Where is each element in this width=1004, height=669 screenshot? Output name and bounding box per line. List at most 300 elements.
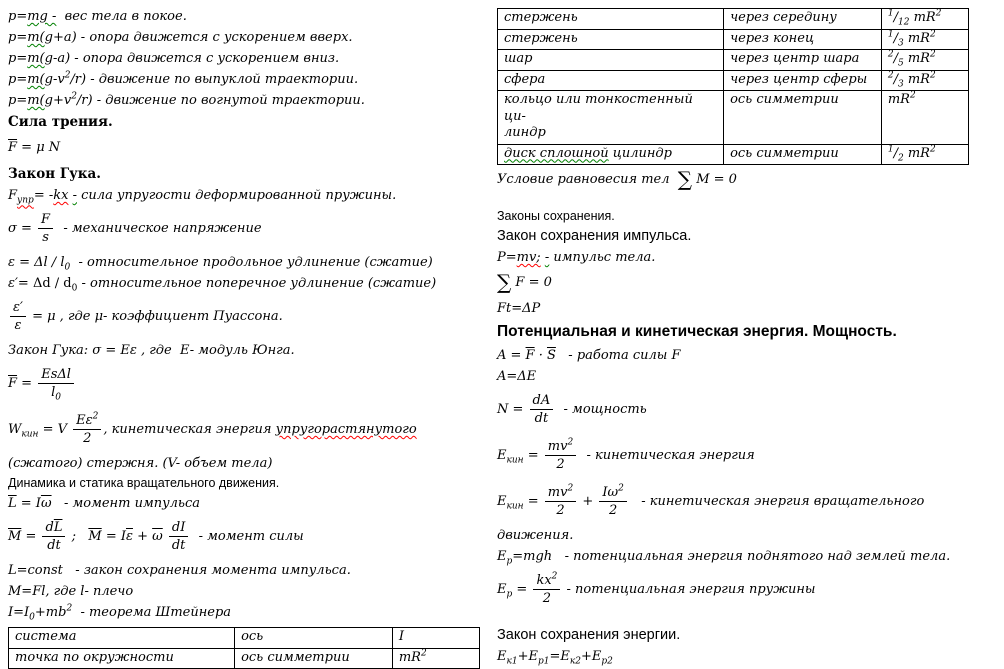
text-segment: 2 (420, 648, 427, 659)
text-segment: p (506, 556, 513, 567)
text-segment: - момент силы (190, 529, 304, 544)
text-segment: к1 (506, 656, 518, 667)
table-cell (392, 628, 479, 649)
text-segment: mR (398, 649, 421, 665)
fraction-numerator (599, 485, 626, 502)
inertia-table-right (497, 8, 969, 165)
text-segment: W (8, 422, 22, 437)
steiner-theorem-formula (8, 602, 492, 623)
fraction-denominator (73, 430, 101, 446)
text-segment: Iω (602, 485, 619, 500)
text-segment: - механическое напряжение (55, 221, 262, 236)
text-segment: I=I (8, 605, 30, 620)
text-segment: $\overline{L}$ (53, 520, 63, 535)
text-segment: $\overline{\omega}$ (152, 529, 163, 544)
text-segment: - мощность (555, 402, 647, 417)
text-segment: через центр сферы (730, 71, 868, 87)
text-segment: g+a) - опора движется с ускорением вверх. (44, 30, 353, 45)
text-segment: - относительное продольное удлинение (сжатие) (70, 255, 433, 270)
text-segment: кин (21, 429, 39, 440)
text-segment: $\overline{\varepsilon}$ (125, 529, 133, 544)
friction-heading (8, 111, 492, 133)
convex-trajectory-formula (8, 69, 492, 90)
torque-arm-formula (8, 581, 492, 602)
text-segment: Eε (76, 413, 93, 428)
text-segment: 2 (608, 503, 618, 518)
text-segment: p= (8, 93, 28, 108)
text-segment: 2 (64, 70, 71, 81)
text-segment: p= (8, 30, 28, 45)
table-cell (881, 144, 968, 165)
text-segment: - (72, 188, 77, 203)
text-segment: g-v (44, 72, 65, 87)
text-segment: = (523, 448, 543, 463)
fraction-numerator (42, 520, 65, 537)
text-segment: ось симметрии (241, 649, 350, 665)
text-segment: ε′ (13, 300, 23, 315)
text-segment: E (497, 448, 507, 463)
text-segment: $\overline{\omega}$ (40, 496, 52, 511)
text-segment: 2 (909, 90, 916, 101)
text-segment: ось (241, 629, 264, 644)
text-segment: 3 (897, 79, 904, 90)
table-cell (498, 70, 724, 91)
text-segment: 2 (71, 91, 77, 102)
text-segment: p2 (601, 656, 613, 667)
text-segment: сила упругости деформированной пружины. (77, 188, 397, 203)
sum-symbol: ∑ (677, 167, 693, 191)
text-segment: 2 (887, 49, 894, 60)
text-segment: / (893, 145, 898, 161)
text-segment: 2 (929, 144, 936, 155)
text-segment: упругорастянутого (275, 422, 417, 437)
torque-formula (8, 514, 492, 560)
table-cell (392, 648, 479, 669)
text-segment: +E (517, 649, 538, 664)
text-segment: 2 (929, 29, 936, 40)
table-cell (498, 9, 724, 30)
potential-energy-formula (497, 546, 999, 567)
text-segment: - момент импульса (51, 496, 201, 511)
text-segment: / (893, 71, 898, 87)
text-segment: 2 (92, 411, 99, 422)
fraction (38, 212, 53, 245)
text-segment (163, 529, 167, 544)
energy-conservation-formula (497, 646, 999, 667)
text-segment: Закон сохранения импульса. (497, 228, 692, 244)
text-segment: I (398, 629, 404, 644)
text-segment: $\overline{M}$ (88, 529, 102, 544)
power-formula (497, 387, 999, 433)
text-segment: /r) - движение по вогнутой траектории. (76, 93, 365, 108)
text-segment: =E (549, 649, 570, 664)
rotational-kinetic-energy-formula (497, 479, 999, 525)
text-segment: p= (8, 9, 28, 24)
text-segment: mR (903, 71, 930, 87)
conservation-laws-label (497, 207, 999, 226)
fraction-denominator (42, 537, 65, 553)
text-segment: mR (903, 51, 930, 66)
text-segment: $\overline{F}$ (8, 376, 18, 391)
concave-trajectory-formula (8, 90, 492, 111)
table-cell (498, 50, 724, 71)
text-segment: ε′= (8, 276, 33, 291)
text-segment: кин (506, 455, 524, 466)
text-segment: = I (101, 529, 126, 544)
text-segment: E (497, 494, 507, 509)
text-segment: $\overline{F}$ (525, 348, 535, 363)
text-segment: Потенциальная и кинетическая энергия. Мощность. (497, 323, 897, 340)
text-segment: 2 (567, 437, 574, 448)
fraction-denominator (599, 502, 626, 518)
table-cell (881, 50, 968, 71)
fraction-denominator (169, 537, 188, 553)
text-segment: EsΔl (41, 367, 71, 382)
text-segment: l (51, 385, 56, 400)
text-segment: кин (506, 501, 524, 512)
table-cell (724, 91, 882, 145)
text-segment: ось симметрии (730, 145, 839, 161)
text-segment: $\overline{M}$ (8, 529, 22, 544)
text-segment: dt (171, 538, 186, 553)
text-segment: L=const - закон сохранения момента импульса. (8, 563, 351, 578)
right-column (497, 0, 999, 667)
text-segment: = (21, 529, 41, 544)
rotational-kinetic-energy-cont (497, 525, 999, 546)
table-cell (498, 144, 724, 165)
text-segment: mv (547, 485, 568, 500)
text-segment: Сила трения. (8, 114, 113, 130)
text-segment: kx (53, 188, 69, 203)
fraction-numerator (73, 413, 101, 430)
table-row (498, 29, 969, 50)
weight-accel-up-formula (8, 27, 492, 48)
text-segment: Законы сохранения. (497, 209, 615, 223)
table-cell (498, 91, 724, 145)
text-segment: 1 (887, 144, 894, 155)
text-segment: = μ , где μ- коэффициент Пуассона. (27, 309, 283, 324)
text-segment: P= (497, 250, 517, 265)
text-segment: Динамика и статика вращательного движения. (8, 476, 280, 490)
text-segment: 2 (929, 70, 936, 81)
text-segment: (сжатого) стержня. (V- объем тела) (8, 456, 273, 471)
fraction-denominator (38, 384, 74, 403)
text-segment: ось симметрии (730, 92, 839, 107)
fraction (533, 573, 560, 606)
text-segment: $\overline{L}$ (8, 496, 17, 511)
text-segment: ; (67, 529, 89, 544)
kinetic-energy-formula (497, 433, 999, 479)
text-segment: стержень (504, 10, 578, 25)
text-segment: к2 (569, 656, 581, 667)
text-segment: 2 (887, 70, 894, 81)
fraction (38, 367, 74, 403)
text-segment: mv (547, 439, 568, 454)
text-segment: движения. (497, 528, 574, 543)
text-segment: через центр шара (730, 51, 860, 66)
table-cell (881, 91, 968, 145)
table-cell (235, 648, 393, 669)
text-segment: E (497, 649, 507, 664)
text-segment: 2 (567, 483, 574, 494)
text-segment: A = (497, 348, 526, 363)
text-segment: сфера (504, 71, 546, 87)
work-energy-formula (497, 366, 999, 387)
fraction-numerator (169, 520, 188, 537)
text-segment: 3 (897, 38, 904, 49)
table-row (498, 9, 969, 30)
text-segment: / (893, 51, 898, 66)
text-segment: цилиндр (608, 145, 672, 161)
text-segment: - относительное поперечное удлинение (сжатие) (77, 276, 437, 291)
text-segment: = (523, 494, 543, 509)
text-segment: N = (497, 402, 528, 417)
fraction-numerator (545, 439, 576, 456)
text-segment: E (497, 549, 507, 564)
table-cell (724, 9, 882, 30)
text-segment: ε (14, 318, 22, 333)
text-segment: = (512, 582, 532, 597)
fraction-numerator (38, 367, 74, 384)
table-cell (724, 50, 882, 71)
text-segment: +E (581, 649, 602, 664)
table-row (498, 91, 969, 145)
text-segment: m( (27, 93, 45, 108)
text-segment: mR (909, 10, 936, 25)
fraction (545, 485, 576, 518)
text-segment: M = 0 (692, 172, 737, 187)
text-segment: 5 (897, 58, 904, 69)
hooke-heading (8, 163, 492, 185)
text-segment: m( (27, 30, 45, 45)
fraction (73, 413, 101, 446)
text-segment: d (45, 520, 54, 535)
fraction-denominator (38, 229, 53, 245)
text-segment: p= (8, 51, 28, 66)
text-segment: 2 (618, 483, 624, 494)
text-segment: 2 (66, 603, 73, 614)
fraction-numerator (545, 485, 576, 502)
text-segment: 2 (542, 591, 552, 606)
text-segment: - кинетическая энергия вращательного (628, 494, 925, 509)
text-segment: 0 (71, 283, 78, 294)
text-segment: g+v (44, 93, 72, 108)
text-segment: точка по окружности (15, 649, 174, 665)
table-cell (724, 144, 882, 165)
sum-forces-formula (497, 268, 999, 298)
text-segment: + (578, 494, 598, 509)
sum-symbol: ∑ (497, 270, 512, 294)
text-segment: F (8, 188, 18, 203)
text-segment: Закон Гука: σ = Eε , где E- модуль Юнга. (8, 343, 295, 358)
text-segment: = I (16, 496, 41, 511)
text-segment: M=Fl, где l- плечо (8, 584, 134, 599)
text-segment: mg - (27, 9, 57, 24)
text-segment: 2 (897, 153, 904, 164)
text-segment: 1 (887, 8, 894, 19)
text-segment: система (15, 629, 77, 644)
fraction-denominator (10, 317, 26, 333)
force-young-formula (8, 361, 492, 407)
text-segment: mR (887, 92, 910, 107)
fraction-numerator (38, 212, 53, 229)
transverse-strain-formula (8, 273, 492, 294)
text-segment: /r) - движение по выпуклой траектории. (70, 72, 359, 87)
table-row (498, 70, 969, 91)
text-segment: m( (27, 51, 45, 66)
text-segment: +mb (34, 605, 67, 620)
text-segment: линдр (504, 125, 546, 140)
momentum-conservation-heading (497, 226, 999, 247)
work-formula (497, 345, 999, 366)
table-cell (881, 9, 968, 30)
text-segment: стержень (504, 30, 578, 46)
text-segment: 2 (556, 503, 565, 518)
text-segment: - потенциальная энергия пружины (562, 582, 816, 597)
text-segment: 2 (935, 8, 942, 19)
text-segment: mv; (516, 250, 541, 265)
table-cell (9, 628, 235, 649)
text-segment: m( (27, 72, 45, 87)
weight-rest-formula (8, 6, 492, 27)
weight-accel-down-formula (8, 48, 492, 69)
text-segment: - кинетическая энергия (578, 448, 755, 463)
table-cell (881, 70, 968, 91)
energy-power-heading (497, 319, 999, 345)
impulse-change-formula (497, 298, 999, 319)
text-segment: Δd / d (32, 276, 72, 291)
text-segment: - (544, 250, 550, 265)
text-segment: = - (33, 188, 54, 203)
text-segment: - работа силы F (555, 348, 681, 363)
table-row (498, 144, 969, 165)
text-segment: 2 (551, 571, 558, 582)
text-segment: A=ΔE (497, 369, 537, 384)
text-segment: g-a) - опора движется с ускорением вниз. (44, 51, 340, 66)
hooke-law-formula (8, 340, 492, 361)
angular-momentum-formula (8, 493, 492, 514)
text-segment: $\overline{S}$ (546, 348, 556, 363)
text-segment: 2 (929, 49, 936, 60)
table-cell (235, 628, 393, 649)
left-column (8, 0, 492, 669)
table-cell (881, 29, 968, 50)
energy-conservation-heading (497, 625, 999, 646)
text-segment: / (893, 10, 898, 25)
text-segment: диск сплошной (504, 145, 609, 161)
text-segment: шар (504, 51, 533, 66)
momentum-conservation-law (8, 560, 492, 581)
text-segment: dt (534, 411, 549, 426)
text-segment: s (42, 230, 49, 245)
text-segment: $\overline{F}$ (8, 140, 18, 155)
text-segment: кольцо или тонкостенный ци- (504, 92, 693, 124)
text-segment: Условие равновесия тел (497, 172, 678, 187)
text-segment: через середину (730, 10, 837, 25)
longitudinal-strain-formula (8, 252, 492, 273)
text-segment: = (17, 376, 37, 391)
text-segment: 2 (556, 457, 565, 472)
equilibrium-condition-formula (497, 165, 999, 195)
fraction (545, 439, 576, 472)
table-row (9, 628, 480, 649)
text-segment: - теорема Штейнера (72, 605, 232, 620)
fraction (530, 393, 554, 426)
fraction (169, 520, 188, 553)
fraction (10, 300, 26, 333)
text-segment: импульс тела. (549, 250, 656, 265)
text-segment: ε = Δl / l (8, 255, 65, 270)
poisson-ratio-formula (8, 294, 492, 340)
table-cell (724, 70, 882, 91)
spring-force-formula (8, 185, 492, 206)
friction-formula (8, 133, 492, 163)
fraction-numerator (533, 573, 560, 590)
text-segment: Ft=ΔP (497, 301, 541, 316)
text-segment: · (534, 348, 547, 363)
text-segment: E (497, 582, 507, 597)
text-segment: = μ N (17, 140, 61, 155)
text-segment: / (893, 30, 898, 46)
momentum-formula (497, 247, 999, 268)
text-segment: вес тела в покое. (56, 9, 187, 24)
fraction-numerator (530, 393, 554, 410)
text-segment: p (506, 589, 513, 600)
text-segment: p= (8, 72, 28, 87)
text-segment: упр (17, 195, 34, 206)
text-segment: 0 (29, 612, 35, 623)
spring-potential-energy-formula (497, 567, 999, 613)
rotation-dynamics-heading (8, 474, 492, 493)
text-segment: F = 0 (511, 275, 552, 290)
mechanical-stress-formula (8, 206, 492, 252)
text-segment: p1 (538, 656, 550, 667)
table-row (498, 50, 969, 71)
text-segment: = V (38, 422, 72, 437)
fraction (599, 485, 626, 518)
table-row (9, 648, 480, 669)
text-segment: 0 (55, 392, 62, 403)
text-segment: , кинетическая энергия (103, 422, 276, 437)
text-segment: =mgh - потенциальная энергия поднятого над землей тела. (512, 549, 951, 564)
fraction-denominator (533, 590, 560, 606)
text-segment: σ = (8, 221, 37, 236)
text-segment: mR (903, 145, 930, 161)
text-segment: Закон Гука. (8, 166, 101, 182)
table-cell (498, 29, 724, 50)
text-segment: 1 (887, 29, 894, 40)
fraction-numerator (10, 300, 26, 317)
text-segment: F (41, 212, 51, 227)
text-segment: 12 (897, 17, 910, 28)
text-segment: Закон сохранения энергии. (497, 627, 681, 643)
fraction (42, 520, 65, 553)
text-segment: 0 (64, 262, 71, 273)
text-segment: dI (171, 520, 186, 535)
elastic-energy-formula (8, 407, 492, 453)
text-segment: dA (532, 393, 551, 408)
fraction-denominator (545, 502, 576, 518)
fraction-denominator (545, 456, 576, 472)
elastic-energy-note (8, 453, 492, 474)
fraction-denominator (530, 410, 554, 426)
text-segment: dt (47, 538, 61, 553)
text-segment: mR (903, 30, 930, 46)
text-segment: 2 (83, 431, 92, 446)
text-segment: через конец (730, 30, 815, 46)
table-cell (724, 29, 882, 50)
table-cell (9, 648, 235, 669)
